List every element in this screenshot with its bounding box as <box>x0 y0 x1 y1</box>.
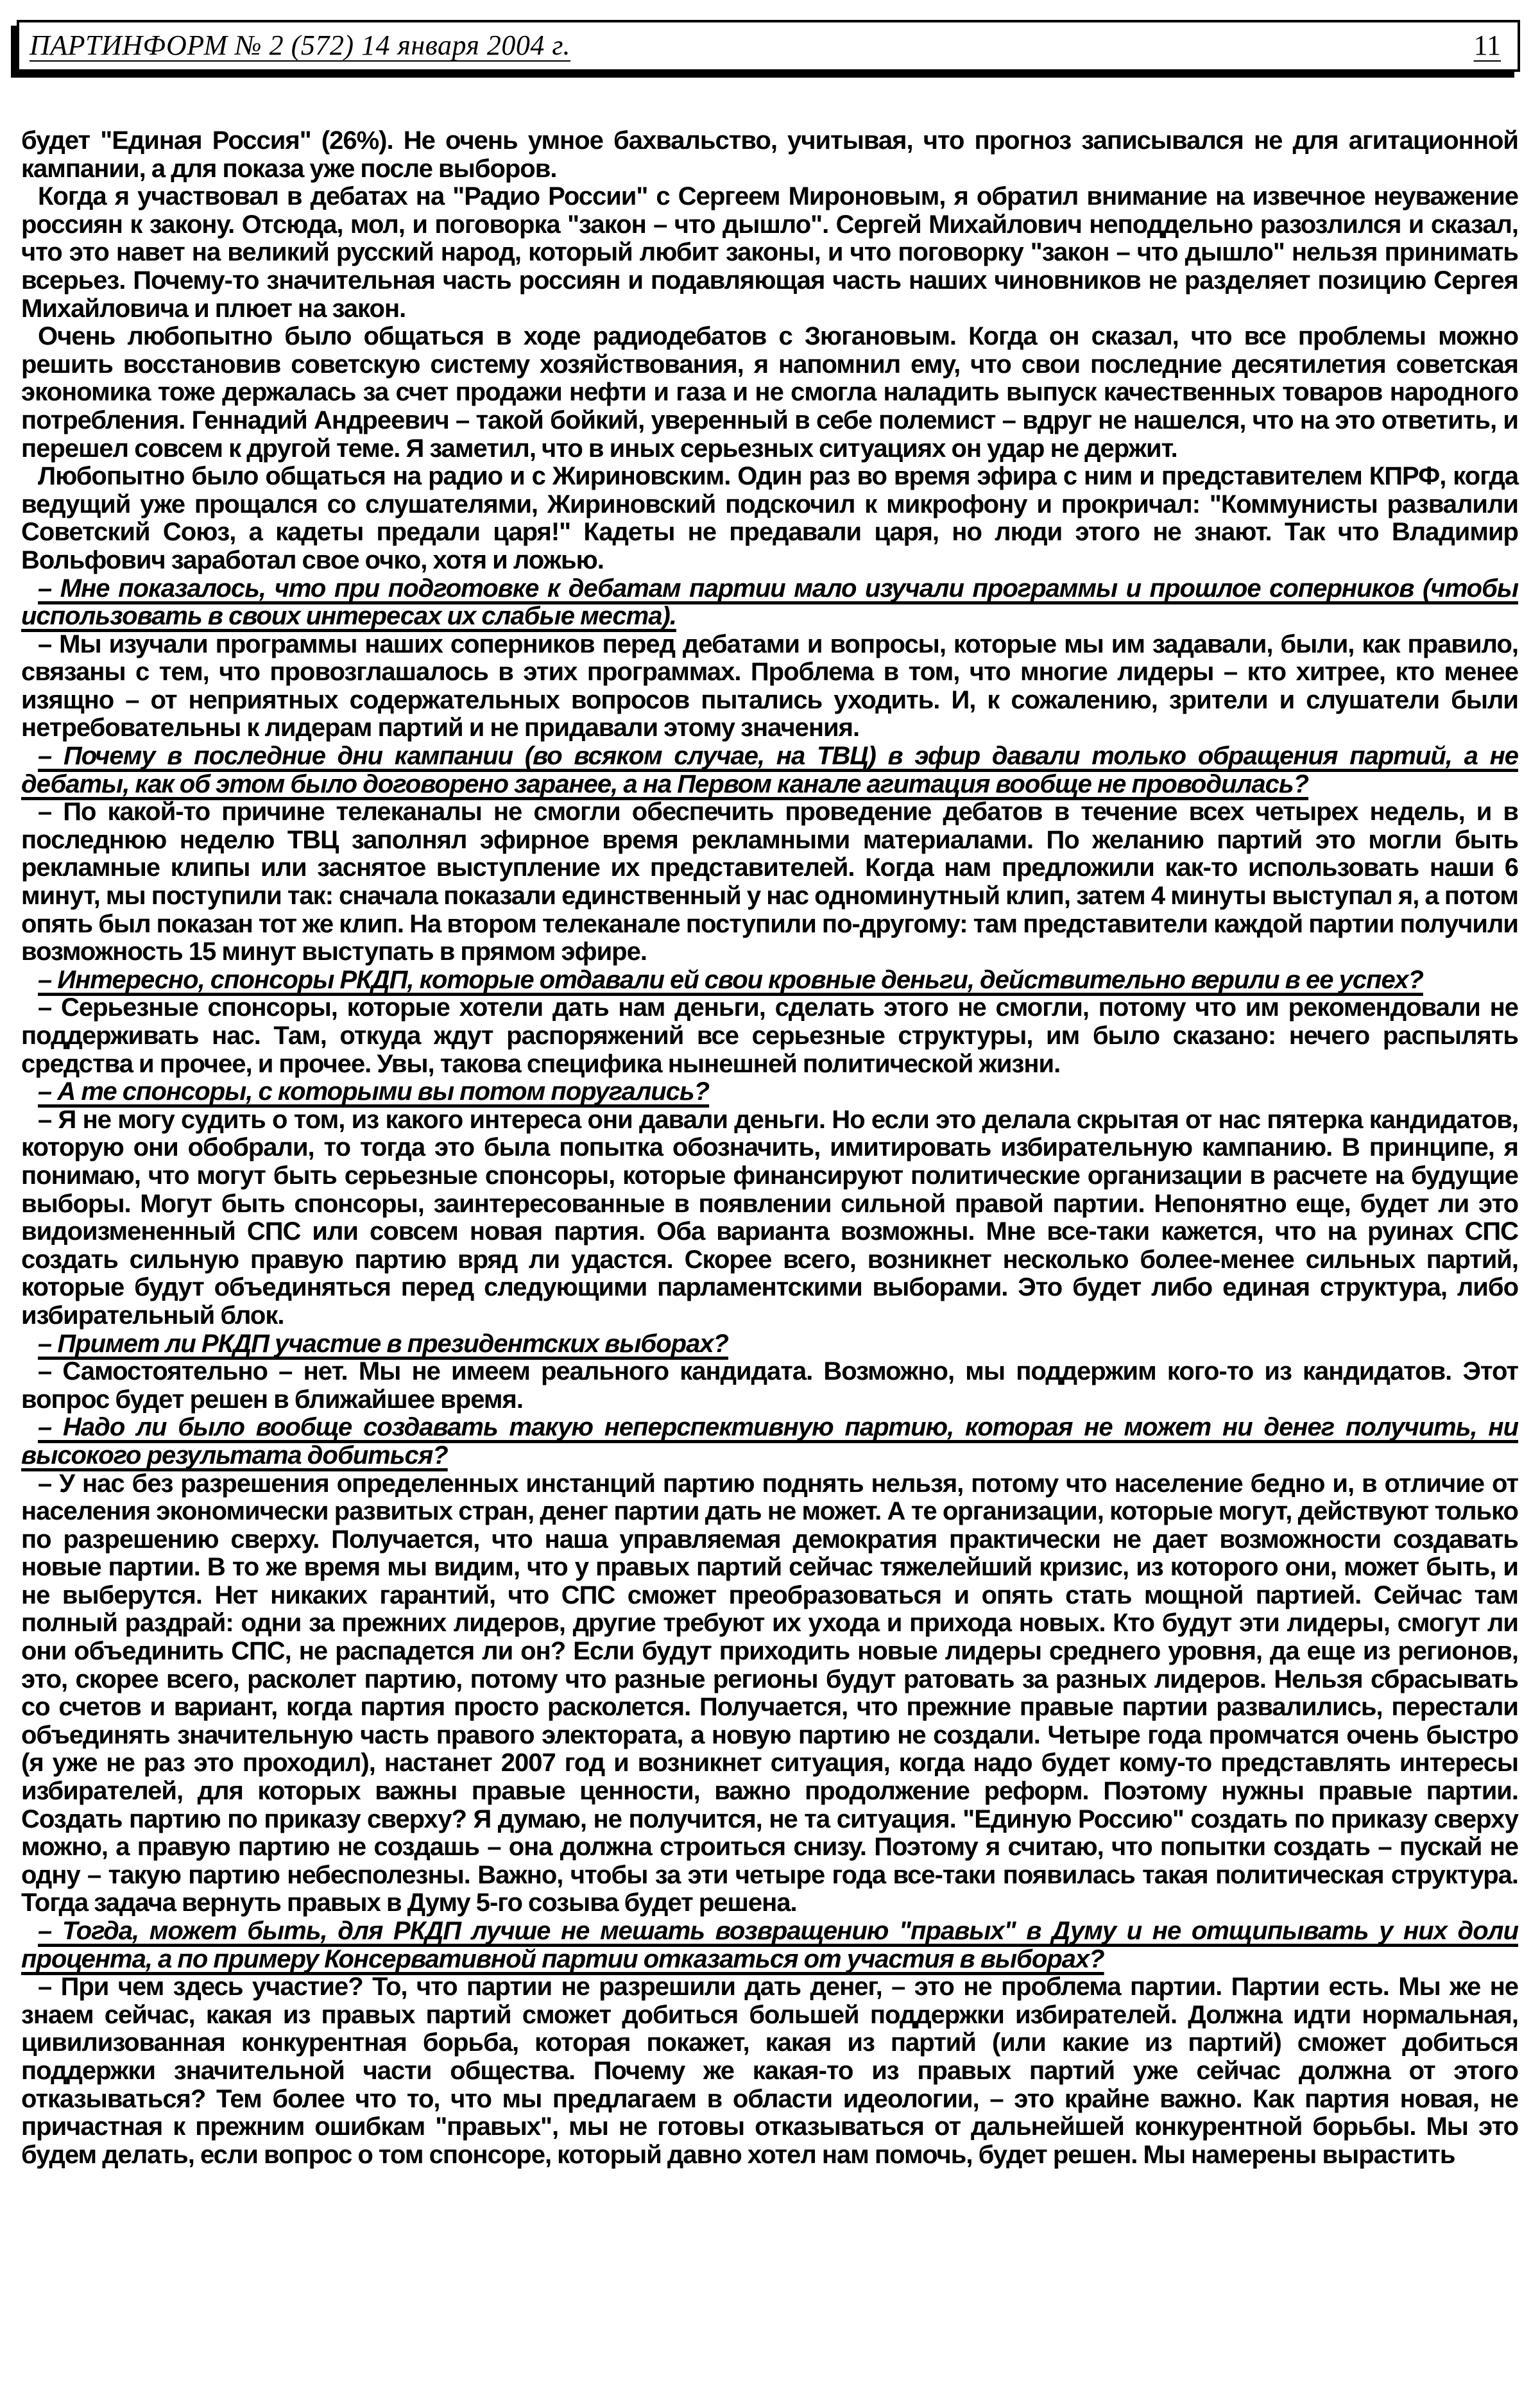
paragraph: Любопытно было общаться на радио и с Жириновским. Один раз во время эфира с ним и представителем КПРФ, когда ведущий уже прощался со слушателями, Жириновский подскочил к микрофону и прокричал: "Коммунисты развалили Советский Союз, а кадеты предали царя!" Кадеты не предавали царя, но люди этого не знают. Так что Владимир Вольфович заработал свое очко, хотя и ложью. <box>21 462 1518 574</box>
interview-question: – Примет ли РКДП участие в президентских выборах? <box>38 1329 728 1358</box>
paragraph: будет "Единая Россия" (26%). Не очень умное бахвальство, учитывая, что прогноз записывался не для агитационной кампании, а для показа уже после выборов. <box>21 126 1518 183</box>
interview-answer: – По какой-то причине телеканалы не смогли обеспечить проведение дебатов в течение всех четырех недель, и в последнюю неделю ТВЦ заполнял эфирное время рекламными материалами. По желанию партий это могли быть рекламные клипы или заснятое выступление их представителей. Когда нам предложили как-то использовать наши 6 минут, мы поступили так: сначала показали единственный у нас одноминутный клип, затем 4 минуты выступал я, а потом опять был показан тот же клип. На втором телеканале поступили по-другому: там представители каждой партии получили возможность 15 минут выступать в прямом эфире. <box>21 798 1518 966</box>
interview-question: – Тогда, может быть, для РКДП лучше не мешать возвращению "правых" в Думу и не отщипывать у них доли процента, а по примеру Консервативной партии отказаться от участия в выборах? <box>21 1917 1518 1973</box>
header-row <box>30 29 1505 62</box>
paragraph: Когда я участвовал в дебатах на "Радио России" с Сергеем Мироновым, я обратил внимание на извечное неуважение россиян к закону. Отсюда, мол, и поговорка "закон – что дышло". Сергей Михайлович неподдельно разозлился и сказал, что это навет на великий русский народ, который любит законы, и что поговорку "закон – что дышло" нельзя принимать всерьез. Почему-то значительная часть россиян и подавляющая часть наших чиновников не разделяет позицию Сергея Михайловича и плюет на закон. <box>21 182 1518 323</box>
page-number: 11 <box>1473 30 1501 61</box>
interview-answer: – Серьезные спонсоры, которые хотели дать нам деньги, сделать этого не смогли, потому что им рекомендовали не поддерживать нас. Там, откуда ждут распоряжений все серьезные структуры, им было сказано: нечего распылять средства и прочее, и прочее. Увы, такова специфика нынешней политической жизни. <box>21 993 1518 1078</box>
article-body <box>21 127 1518 2169</box>
interview-question: – Интересно, спонсоры РКДП, которые отдавали ей свои кровные деньги, действительно верили в ее успех? <box>38 965 1423 994</box>
interview-question: – Мне показалось, что при подготовке к дебатам партии мало изучали программы и прошлое соперников (чтобы использовать в своих интересах их слабые места). <box>21 574 1518 631</box>
masthead-title: ПАРТИНФОРМ № 2 (572) 14 января 2004 г. <box>30 30 571 61</box>
interview-answer: – Мы изучали программы наших соперников перед дебатами и вопросы, которые мы им задавали, были, как правило, связаны с тем, что провозглашалось в этих программах. Проблема в том, что многие лидеры – кто хитрее, кто менее изящно – от неприятных содержательных вопросов пытались уходить. И, к сожалению, зрители и слушатели были нетребовательны к лидерам партий и не придавали этому значения. <box>21 630 1518 742</box>
interview-answer: – При чем здесь участие? То, что партии не разрешили дать денег, – это не проблема партии. Партии есть. Мы же не знаем сейчас, какая из правых партий сможет добиться большей поддержки избирателей. Должна идти нормальная, цивилизованная конкурентная борьба, которая покажет, какая из партий (или какие из партий) сможет добиться поддержки значительной части общества. Почему же какая-то из правых партий уже сейчас должна от этого отказываться? Тем более что то, что мы предлагаем в области идеологии, – это крайне важно. Как партия новая, не причастная к прежним ошибкам "правых", мы не готовы отказываться от дальнейшей конкурентной борьбы. Мы это будем делать, если вопрос о том спонсоре, который давно хотел нам помочь, будет решен. Мы намерены вырастить <box>21 1973 1518 2169</box>
interview-question: – Почему в последние дни кампании (во всяком случае, на ТВЦ) в эфир давали только обращения партий, а не дебаты, как об этом было договорено заранее, а на Первом канале агитация вообще не проводилась? <box>21 742 1518 798</box>
interview-answer: – Я не могу судить о том, из какого интереса они давали деньги. Но если это делала скрытая от нас пятерка кандидатов, которую они обобрали, то тогда это была попытка обозначить, имитировать избирательную кампанию. В принципе, я понимаю, что могут быть серьезные спонсоры, которые финансируют политические организации в расчете на будущие выборы. Могут быть спонсоры, заинтересованные в появлении сильной правой партии. Непонятно еще, будет ли это видоизмененный СПС или совсем новая партия. Оба варианта возможны. Мне все-таки кажется, что на руинах СПС создать сильную правую партию вряд ли удастся. Скорее всего, возникнет несколько более-менее сильных партий, которые будут объединяться перед следующими парламентскими выборами. Это будет либо единая структура, либо избирательный блок. <box>21 1105 1518 1330</box>
interview-question: – Надо ли было вообще создавать такую неперспективную партию, которая не может ни денег получить, ни высокого результата добиться? <box>21 1413 1518 1469</box>
interview-question: – А те спонсоры, с которыми вы потом поругались? <box>38 1077 710 1106</box>
interview-answer: – У нас без разрешения определенных инстанций партию поднять нельзя, потому что население бедно и, в отличие от населения экономически развитых стран, денег партии дать не может. А те организации, которые могут, действуют только по разрешению сверху. Получается, что наша управляемая демократия практически не дает возможности создавать новые партии. В то же время мы видим, что у правых партий сейчас тяжелейший кризис, из которого они, может быть, и не выберутся. Нет никаких гарантий, что СПС сможет преобразоваться и опять стать мощной партией. Сейчас там полный раздрай: одни за прежних лидеров, другие требуют их ухода и прихода новых. Кто будут эти лидеры, смогут ли они объединить СПС, не распадется ли он? Если будут приходить новые лидеры среднего уровня, да еще из регионов, это, скорее всего, расколет партию, потому что разные регионы будут ратовать за разных лидеров. Нельзя сбрасывать со счетов и вариант, когда партия просто расколется. Получается, что прежние правые партии развалились, перестали объединять значительную часть правого электората, а новую партию не создали. Четыре года промчатся очень быстро (я уже не раз это проходил), настанет 2007 год и возникнет ситуация, когда надо будет кому-то представлять интересы избирателей, для которых важны правые ценности, важно продолжение реформ. Поэтому нужны правые партии. Создать партию по приказу сверху? Я думаю, не получится, не та ситуация. "Единую Россию" создать по приказу сверху можно, а правую партию не создашь – она должна строиться снизу. Поэтому я считаю, что попытки создать – пускай не одну – такую партию небесполезны. Важно, чтобы за эти четыре года все-таки появилась такая политическая структура. Тогда задача вернуть правых в Думу 5-го созыва будет решена. <box>21 1469 1518 1917</box>
paragraph: Очень любопытно было общаться в ходе радиодебатов с Зюгановым. Когда он сказал, что все проблемы можно решить восстановив советскую систему хозяйствования, я напомнил ему, что свои последние десятилетия советская экономика тоже держалась за счет продажи нефти и газа и не смогла наладить выпуск качественных товаров народного потребления. Геннадий Андреевич – такой бойкий, уверенный в себе полемист – вдруг не нашелся, что на это ответить, и перешел совсем к другой теме. Я заметил, что в иных серьезных ситуациях он удар не держит. <box>21 322 1518 463</box>
page-header <box>17 20 1520 72</box>
interview-answer: – Самостоятельно – нет. Мы не имеем реального кандидата. Возможно, мы поддержим кого-то из кандидатов. Этот вопрос будет решен в ближайшее время. <box>21 1357 1518 1414</box>
